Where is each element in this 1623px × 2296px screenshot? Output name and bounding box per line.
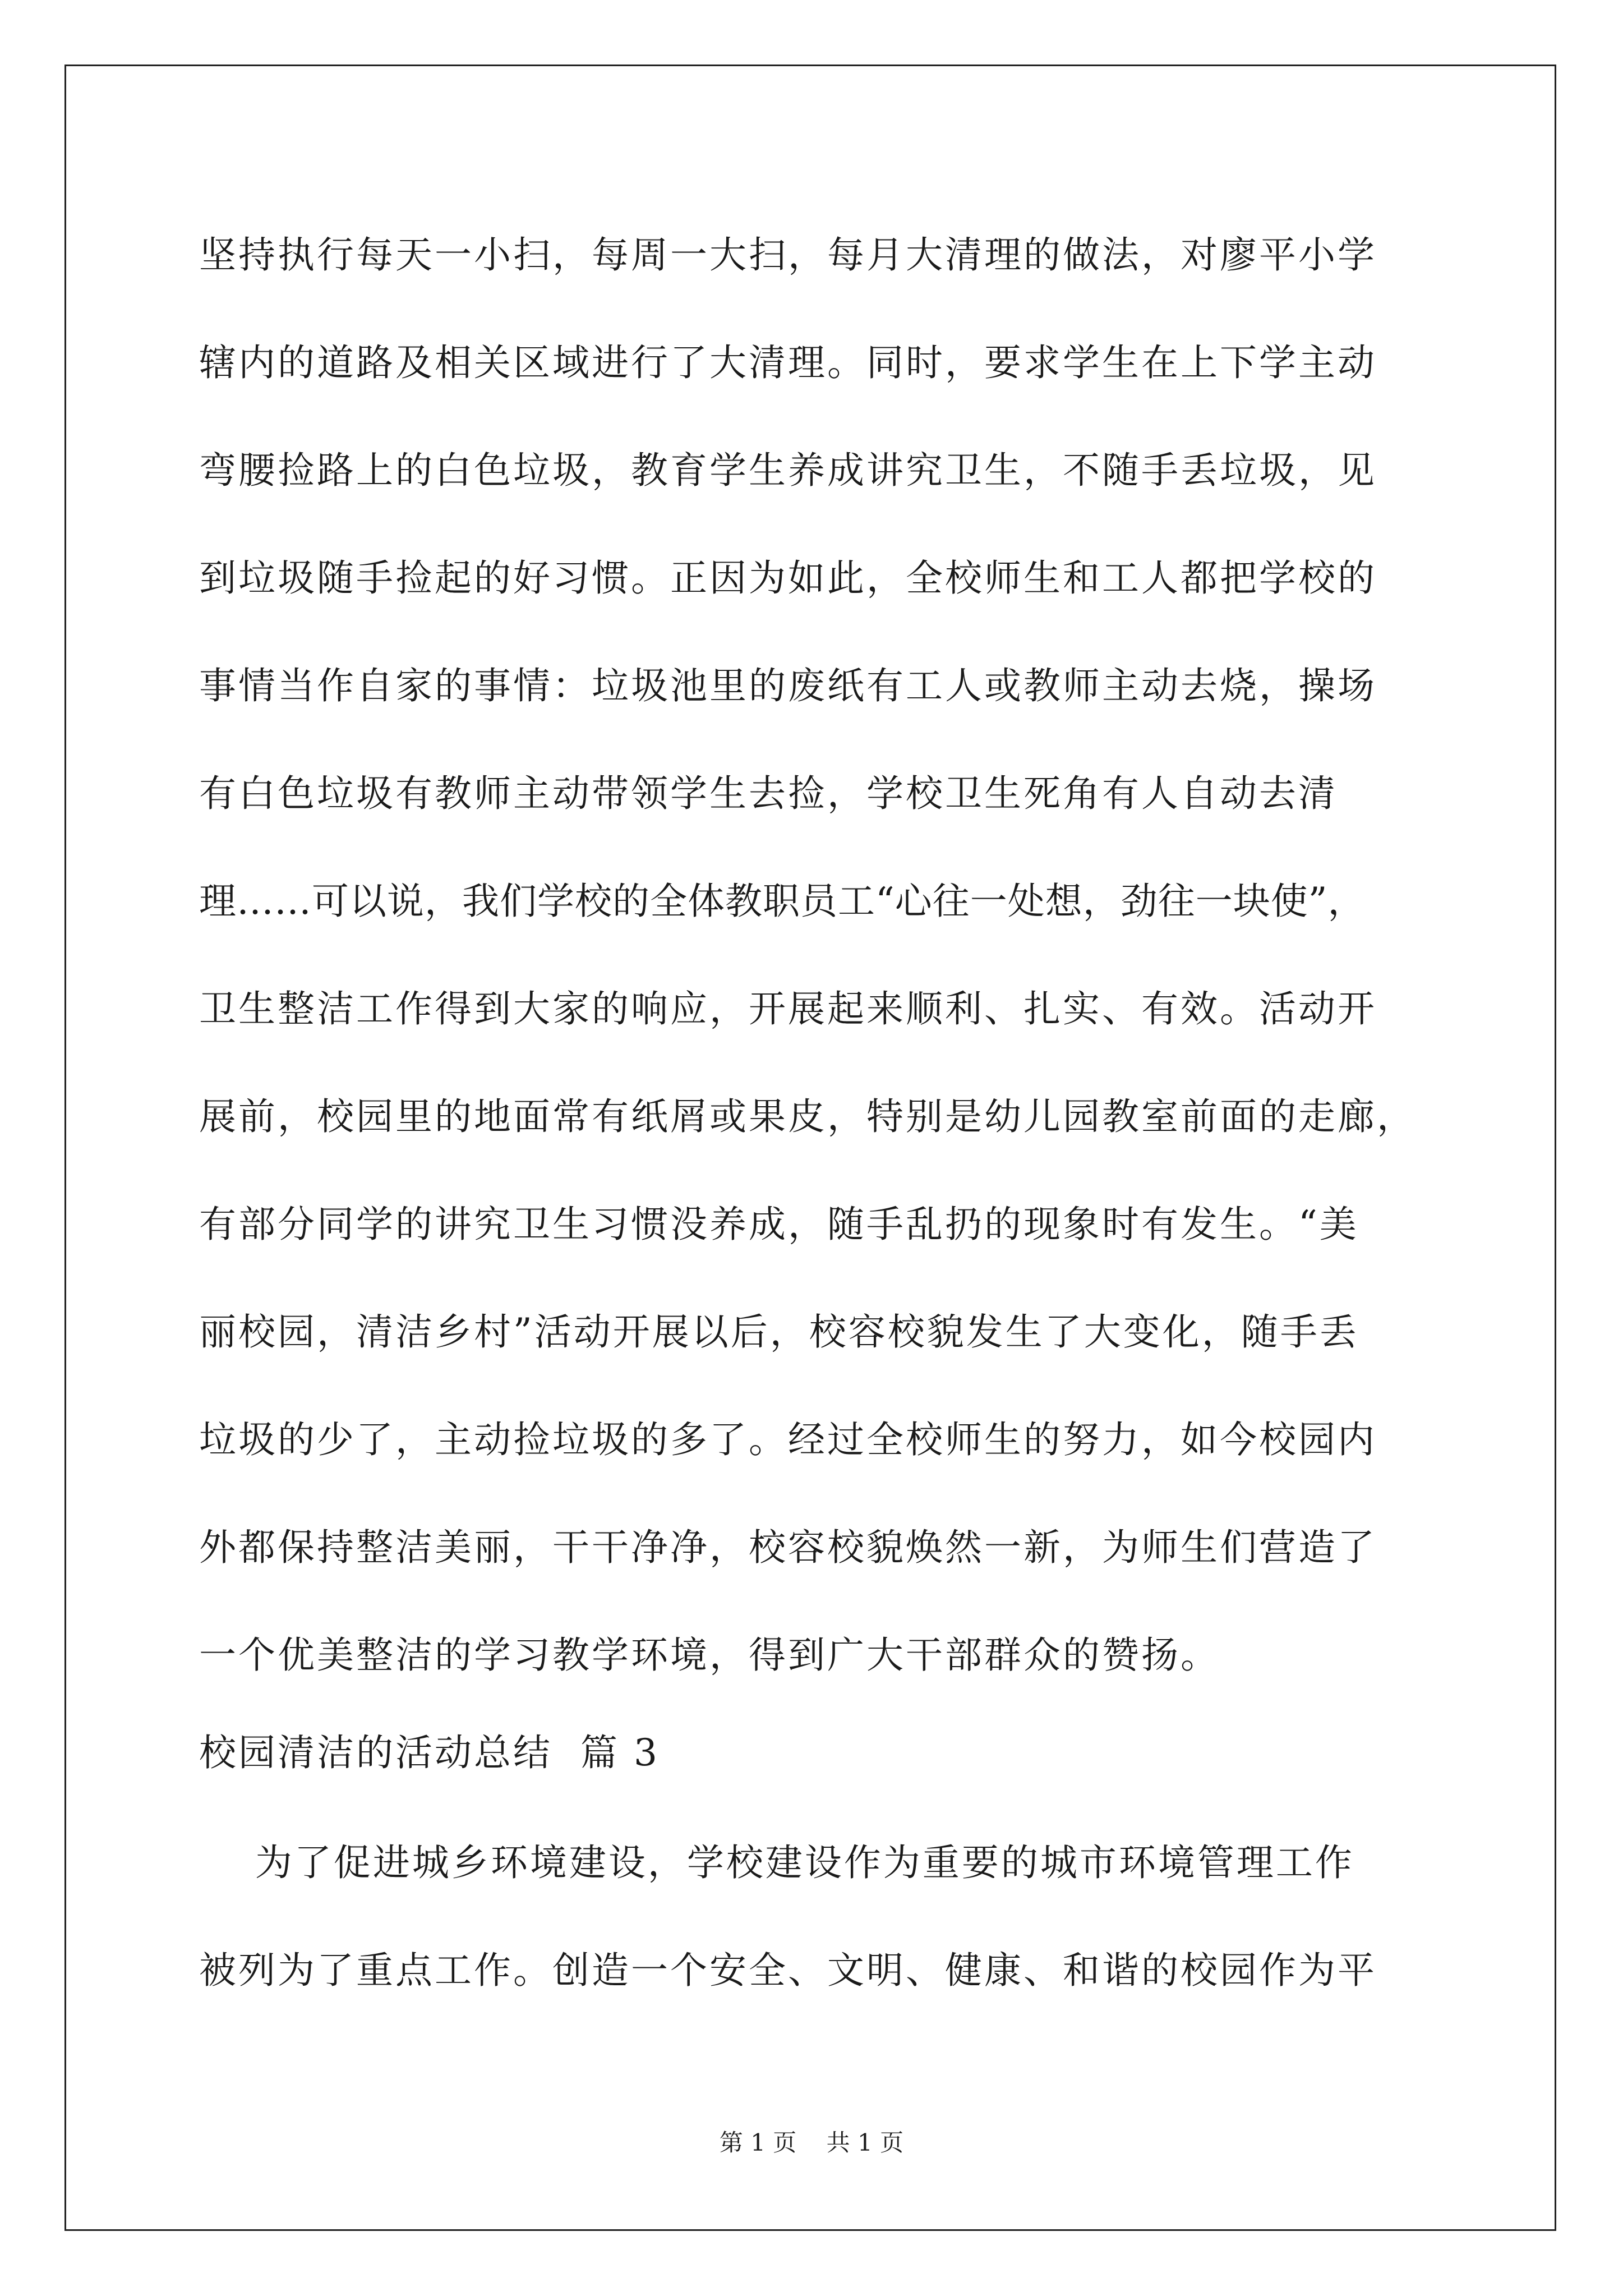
body-line: 有部分同学的讲究卫生习惯没养成，随手乱扔的现象时有发生。“美 <box>199 1203 1359 1246</box>
body-line: 一个优美整洁的学习教学环境，得到广大干部群众的赞扬。 <box>199 1634 1220 1677</box>
body-line: 理……可以说，我们学校的全体教职员工“心往一处想，劲往一块使”， <box>199 880 1366 923</box>
page-total: 共 1 页 <box>826 2129 904 2156</box>
page-footer <box>0 2126 1623 2160</box>
body-line: 展前，校园里的地面常有纸屑或果皮，特别是幼儿园教室前面的走廊， <box>199 1095 1416 1138</box>
body-line: 事情当作自家的事情：垃圾池里的废纸有工人或教师主动去烧，操场 <box>199 664 1377 707</box>
body-line: 卫生整洁工作得到大家的响应，开展起来顺利、扎实、有效。活动开 <box>199 987 1377 1030</box>
body-line: 为了促进城乡环境建设，学校建设作为重要的城市环境管理工作 <box>199 1841 1354 1884</box>
body-line: 外都保持整洁美丽，干干净净，校容校貌焕然一新，为师生们营造了 <box>199 1526 1377 1569</box>
body-line: 到垃圾随手捡起的好习惯。正因为如此，全校师生和工人都把学校的 <box>199 556 1377 600</box>
page-number: 第 1 页 <box>719 2129 797 2156</box>
body-line: 弯腰捡路上的白色垃圾，教育学生养成讲究卫生，不随手丢垃圾，见 <box>199 449 1377 492</box>
body-line: 被列为了重点工作。创造一个安全、文明、健康、和谐的校园作为平 <box>199 1949 1377 1992</box>
body-line: 辖内的道路及相关区域进行了大清理。同时，要求学生在上下学主动 <box>199 341 1377 384</box>
section-heading: 校园清洁的活动总结 篇 3 <box>199 1731 660 1774</box>
body-line: 有白色垃圾有教师主动带领学生去捡，学校卫生死角有人自动去清 <box>199 772 1338 815</box>
body-line: 坚持执行每天一小扫，每周一大扫，每月大清理的做法，对廖平小学 <box>199 233 1377 277</box>
body-line: 丽校园，清洁乡村”活动开展以后，校容校貌发生了大变化，随手丢 <box>199 1310 1359 1354</box>
body-line: 垃圾的少了，主动捡垃圾的多了。经过全校师生的努力，如今校园内 <box>199 1418 1377 1461</box>
